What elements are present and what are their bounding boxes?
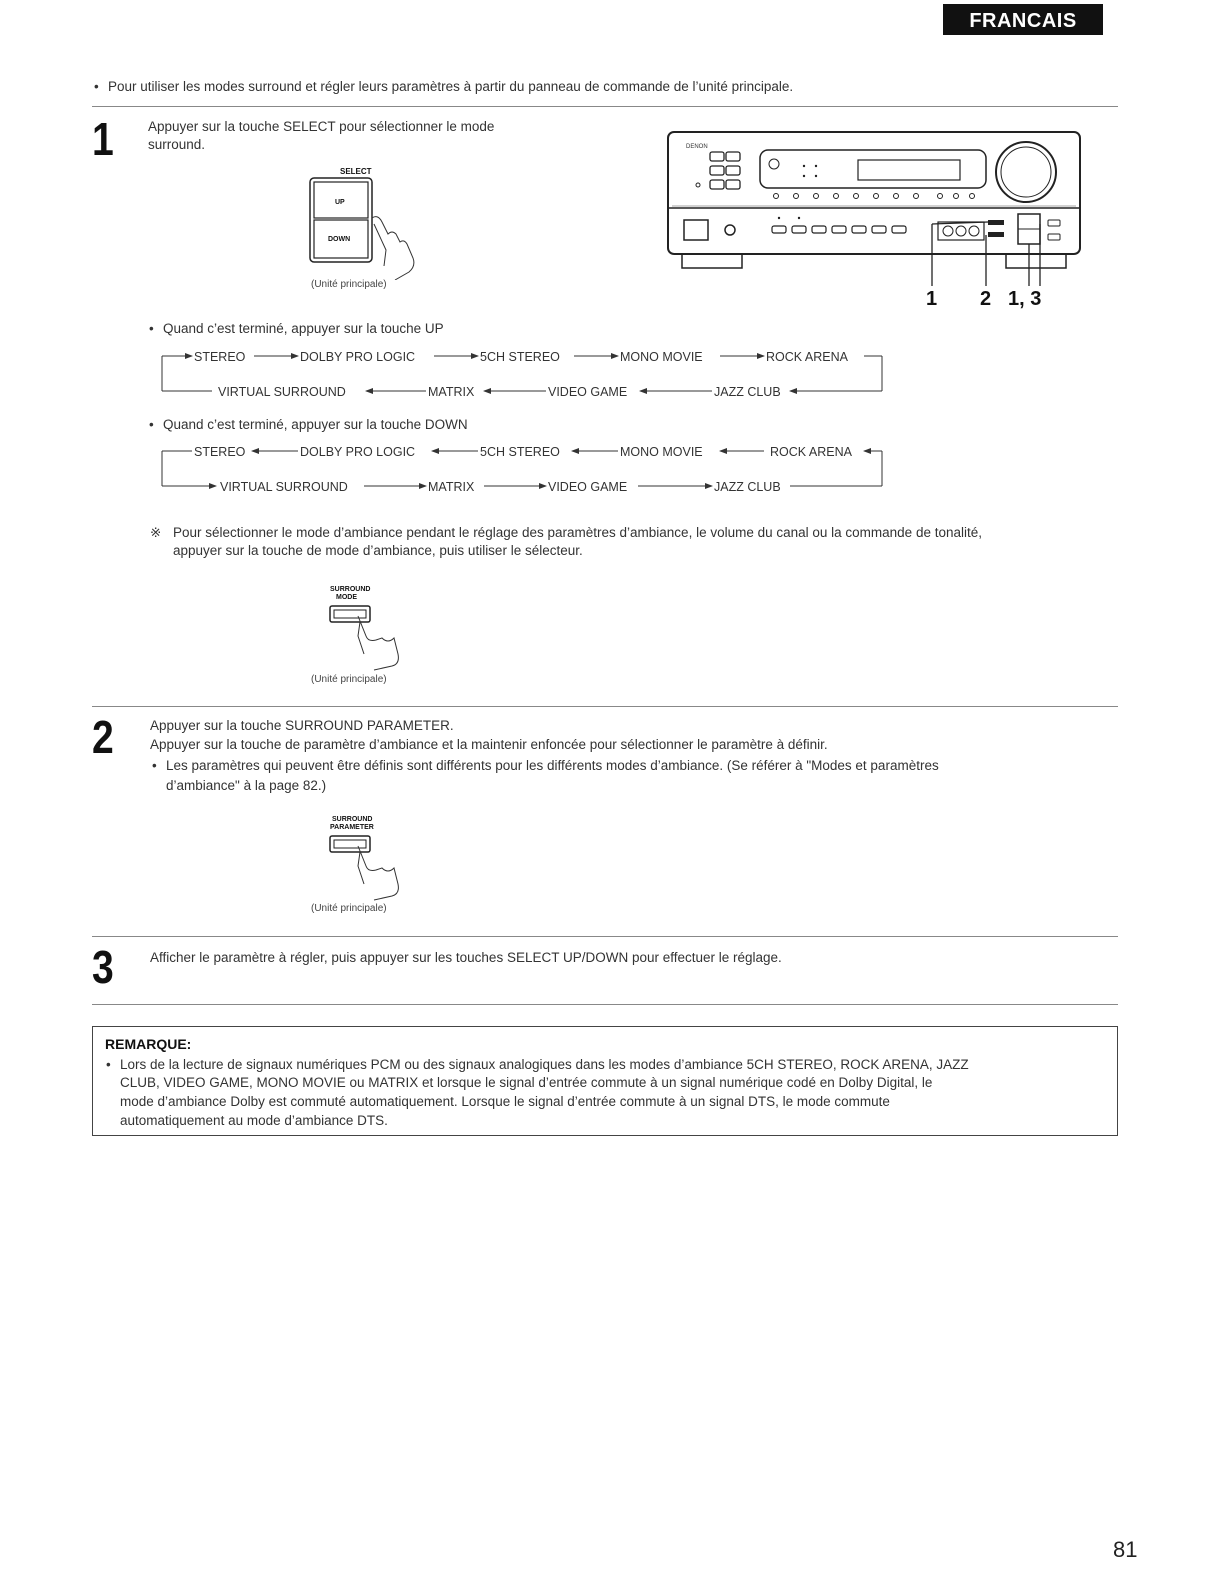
down-flow-diagram	[160, 440, 900, 500]
param-button-label2: PARAMETER	[330, 824, 374, 831]
up-note: • Quand c’est terminé, appuyer sur la touche UP	[163, 320, 444, 338]
up-flow-mono: MONO MOVIE	[620, 350, 703, 364]
divider	[92, 706, 1118, 707]
down-flow-matrix: MATRIX	[428, 480, 475, 494]
remark-line3: mode d’ambiance Dolby est commuté automatiquement. Lorsque le signal d’entrée commute à un signal DTS, le mode commute	[120, 1094, 890, 1109]
down-flow-videogame: VIDEO GAME	[548, 480, 628, 494]
divider	[92, 106, 1118, 107]
down-label: DOWN	[328, 236, 351, 243]
step-number-2: 2	[92, 711, 114, 763]
down-flow-mono: MONO MOVIE	[620, 445, 703, 459]
down-flow-rock: ROCK ARENA	[770, 445, 852, 459]
step3-text: Afficher le paramètre à régler, puis appuyer sur les touches SELECT UP/DOWN pour effectuer le réglage.	[150, 950, 782, 965]
down-flow-5ch: 5CH STEREO	[480, 445, 560, 459]
divider	[92, 1004, 1118, 1005]
remark-line1: • Lors de la lecture de signaux numériques PCM ou des signaux analogiques dans les modes d’ambiance 5CH STEREO, ROCK ARENA, JAZZ	[120, 1056, 969, 1074]
up-flow-diagram	[160, 344, 900, 404]
receiver-front-panel	[664, 128, 1084, 313]
down-flow-dolby: DOLBY PRO LOGIC	[300, 445, 416, 459]
up-label: UP	[335, 199, 345, 206]
step1-text-line1: Appuyer sur la touche SELECT pour sélectionner le mode	[148, 119, 495, 134]
up-flow-rock: ROCK ARENA	[766, 350, 848, 364]
select-button-illustration	[300, 160, 440, 280]
callout-1-3: 1, 3	[1008, 288, 1042, 310]
asterisk-line2: appuyer sur la touche de mode d’ambiance, puis utiliser le sélecteur.	[173, 543, 583, 558]
up-flow-videogame: VIDEO GAME	[548, 385, 628, 399]
intro-text: • Pour utiliser les modes surround et régler leurs paramètres à partir du panneau de commande de l’unité principale.	[108, 78, 793, 96]
page-number: 81	[1113, 1537, 1138, 1562]
up-flow-5ch: 5CH STEREO	[480, 350, 560, 364]
asterisk-line1: Pour sélectionner le mode d’ambiance pendant le réglage des paramètres d’ambiance, le volume du canal ou la commande de tonalité,	[173, 525, 982, 540]
step2-line2: Appuyer sur la touche de paramètre d’ambiance et la maintenir enfoncée pour sélectionner le paramètre à définir.	[150, 737, 828, 752]
up-flow-dolby: DOLBY PRO LOGIC	[300, 350, 416, 364]
param-caption: (Unité principale)	[311, 903, 387, 914]
up-flow-virtual: VIRTUAL SURROUND	[218, 385, 346, 399]
step-number-1: 1	[92, 113, 114, 165]
surround-mode-button-illustration	[320, 582, 420, 674]
divider	[92, 936, 1118, 937]
remark-title: REMARQUE:	[105, 1036, 192, 1052]
step1-text-line2: surround.	[148, 137, 206, 152]
select-title: SELECT	[340, 167, 372, 176]
surround-parameter-button-illustration	[320, 812, 420, 902]
remark-box	[92, 1026, 1118, 1136]
select-caption: (Unité principale)	[311, 279, 387, 290]
step2-bullet-line2: d’ambiance" à la page 82.)	[166, 778, 327, 793]
step-number-3: 3	[92, 941, 114, 993]
mode-button-label1: SURROUND	[330, 586, 371, 593]
language-tab: FRANCAIS	[943, 4, 1103, 35]
up-flow-jazz: JAZZ CLUB	[714, 385, 781, 399]
callout-2: 2	[980, 288, 992, 310]
step2-line1: Appuyer sur la touche SURROUND PARAMETER.	[150, 718, 454, 733]
up-flow-stereo: STEREO	[194, 350, 246, 364]
mode-button-label2: MODE	[336, 594, 357, 601]
asterisk-mark: ※	[150, 525, 162, 540]
remark-line4: automatiquement au mode d’ambiance DTS.	[120, 1113, 388, 1128]
brand-logo: DENON	[686, 144, 708, 150]
up-flow-matrix: MATRIX	[428, 385, 475, 399]
remark-line2: CLUB, VIDEO GAME, MONO MOVIE ou MATRIX et lorsque le signal d’entrée commute à un signal numérique codé en Dolby Digital, le	[120, 1075, 933, 1090]
mode-caption: (Unité principale)	[311, 674, 387, 685]
down-flow-stereo: STEREO	[194, 445, 246, 459]
param-button-label1: SURROUND	[332, 816, 373, 823]
down-flow-virtual: VIRTUAL SURROUND	[220, 480, 348, 494]
callout-1: 1	[926, 288, 938, 310]
down-note: • Quand c’est terminé, appuyer sur la touche DOWN	[163, 416, 468, 434]
step2-bullet-line1: • Les paramètres qui peuvent être définis sont différents pour les différents modes d’ambiance. (Se référer à "Modes et paramètres	[166, 757, 939, 775]
down-flow-jazz: JAZZ CLUB	[714, 480, 781, 494]
